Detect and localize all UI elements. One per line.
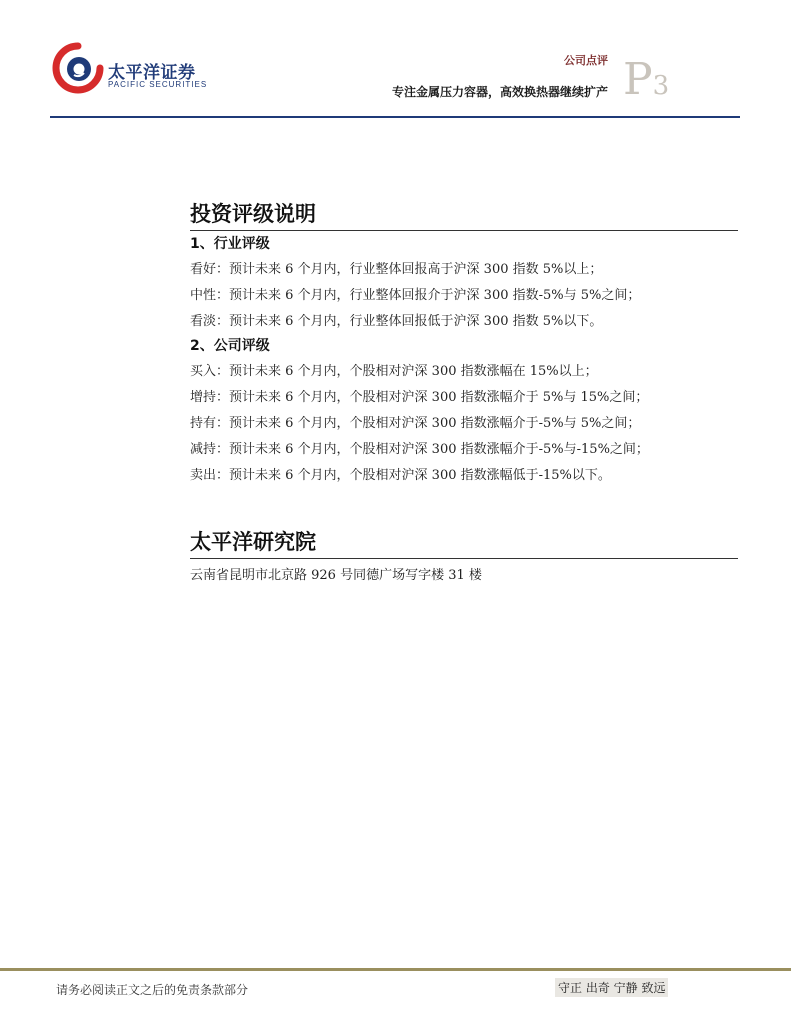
pacific-securities-logo-icon	[52, 42, 104, 94]
report-title: 专注金属压力容器，高效换热器继续扩产	[391, 85, 608, 99]
report-type: 公司点评	[564, 54, 608, 67]
company-rating-item: 持有：预计未来 6 个月内，个股相对沪深 300 指数涨幅介于-5%与 5%之间；	[190, 416, 641, 431]
brand-name-en: PACIFIC SECURITIES	[108, 80, 208, 89]
institute-address: 云南省昆明市北京路 926 号同德广场写字楼 31 楼	[190, 568, 482, 583]
company-rating-title: 2、公司评级	[190, 338, 270, 354]
brand-name-cn: 太平洋证券	[108, 63, 196, 83]
footer-disclaimer: 请务必阅读正文之后的免责条款部分	[56, 983, 249, 997]
company-rating-item: 卖出：预计未来 6 个月内，个股相对沪深 300 指数涨幅低于-15%以下。	[190, 468, 611, 483]
industry-rating-item: 看淡：预计未来 6 个月内，行业整体回报低于沪深 300 指数 5%以下。	[190, 314, 603, 329]
industry-rating-item: 中性：预计未来 6 个月内，行业整体回报介于沪深 300 指数-5%与 5%之间；	[190, 288, 641, 303]
page-number	[623, 54, 670, 105]
footer-motto: 守正 出奇 宁静 致远	[555, 978, 668, 997]
footer-divider	[0, 968, 791, 971]
rating-section-title: 投资评级说明	[190, 198, 738, 231]
page-letter: P	[623, 54, 653, 105]
industry-rating-title: 1、行业评级	[190, 236, 270, 252]
company-rating-item: 增持：预计未来 6 个月内，个股相对沪深 300 指数涨幅介于 5%与 15%之间；	[190, 390, 649, 405]
page-digit: 3	[652, 71, 670, 101]
header-divider	[50, 116, 740, 118]
company-rating-item: 买入：预计未来 6 个月内，个股相对沪深 300 指数涨幅在 15%以上；	[190, 364, 598, 379]
industry-rating-item: 看好：预计未来 6 个月内，行业整体回报高于沪深 300 指数 5%以上；	[190, 262, 603, 277]
institute-section-title: 太平洋研究院	[190, 526, 738, 559]
company-rating-item: 减持：预计未来 6 个月内，个股相对沪深 300 指数涨幅介于-5%与-15%之间；	[190, 442, 649, 457]
